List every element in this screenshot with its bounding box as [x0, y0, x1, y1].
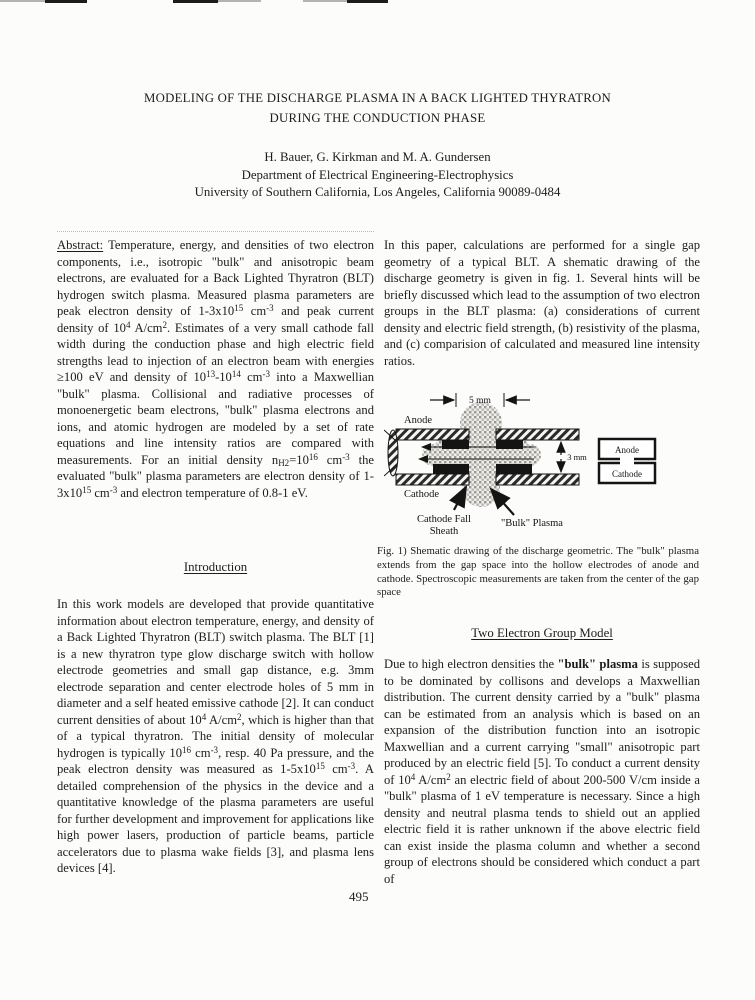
scan-artifact: [173, 0, 218, 3]
figure-caption: Fig. 1) Shematic drawing of the discharge geometric. The "bulk" plasma extends from the gap space into the hollow electrodes of anode and cathode. Spectroscopic measurements are taken from the center of the gap space: [377, 545, 699, 599]
cathode-fall-label-line2: Sheath: [429, 526, 459, 537]
department: Department of Electrical Engineering-Electrophysics: [241, 167, 514, 182]
author-block: [0, 149, 755, 202]
abstract-label: Abstract:: [57, 238, 104, 252]
scan-artifact: [347, 0, 388, 3]
scan-artifact: [0, 0, 45, 2]
inset-gap-notch: [620, 455, 634, 467]
scan-artifact: [45, 0, 87, 3]
paper-title-line2: DURING THE CONDUCTION PHASE: [269, 111, 486, 125]
introduction-paragraph: In this work models are developed that provide quantitative information about electron temperature, energy, and density of a Back Lighted Thyratron (BLT) switch plasma. The BLT [1] is a new thyratron type glow discharge switch with hollow electrode geometries and small gap distance, e.g. 3mm electrode separation and center electrode holes of 5 mm in diameter and a self heated emissive cathode [2]. It can conduct current densities of about $10^4$ $A/cm^2$, which is higher than that of a typical thyratron. The initial density of molecular hydrogen is typically $10^{16}$ $cm^{-3}$, resp. 40 Pa pressure, and the peak electron density was measured as $1-5x10^{15}$ $cm^{-3}$. A detailed comprehension of the physics in the device and a quantitative knowledge of the plasma parameters are useful for further development and improvement for applications like high power lasers, production of particle beams, particle accelerators due to plasma wake fields [3], and plasma lens devices [4].: [57, 597, 375, 875]
bulk-plasma-label: "Bulk" Plasma: [501, 518, 563, 529]
cathode-label: Cathode: [404, 489, 439, 500]
cathode-bar-left: [396, 474, 469, 485]
abstract-text: Temperature, energy, and densities of two electron components, i.e., isotropic "bulk" and anisotropic beam electrons, are evaluated for a Back Lighted Thyratron (BLT) hydrogen switch plasma. Measured plasma parameters are peak electron density of $1-3x10^{15}$ $cm^{-3}$ and peak current density of $10^4$ $A/cm^2$. Estimates of a very small cathode fall width during the conduction phase and high electric field strengths lead to injection of an electron beam with energies ≥100 eV and density of $10^{13}-10^{14}$ $cm^{-3}$ into a Maxwellian "bulk" plasma. Collisional and radiative processes of monoenergetic beam electrons, "bulk" plasma electrons and ions, and atomic hydrogen are modeled by a set of rate equations and line intensity ratios are compared with measurements. For an initial density $n_{H2}=10^{16}$ $cm^{-3}$ the evaluated "bulk" plasma parameters are electron density of $1-3x10^{15}$ $cm^{-3}$ and electron temperature of 0.8-1 eV.: [57, 238, 375, 500]
lens-icon: [388, 430, 398, 476]
authors: H. Bauer, G. Kirkman and M. A. Gundersen: [264, 150, 491, 164]
anode-insert-left: [442, 440, 469, 449]
anode-insert-right: [496, 440, 523, 449]
dim-3mm-label: 3 mm: [567, 452, 587, 462]
anode-bar-left: [396, 429, 469, 440]
bulk-plasma-arrow: [491, 489, 514, 515]
rc-intro-paragraph: In this paper, calculations are performed for a single gap geometry of a typical BLT. A shematic drawing of the discharge geometry is given in fig. 1. Several hints will be briefly discussed which lead to the assumption of two electron groups in the BLT plasma: (a) considerations of current density and electric field strength, (b) resistivity of the plasma, and (c) comparision of calculated and measured line intensity ratios.: [384, 238, 700, 368]
paper-title: [0, 88, 755, 128]
cathode-bar-right: [496, 474, 579, 485]
cathode-fall-arrow: [454, 487, 466, 510]
bulk-plasma-region: [422, 402, 541, 507]
abstract-paragraph: [57, 237, 374, 501]
university: University of Southern California, Los Angeles, California 90089-0484: [194, 185, 561, 199]
cathode-fall-label-line1: Cathode Fall: [417, 514, 471, 525]
electrode-inset: [599, 439, 655, 483]
abstract-rule: [57, 231, 374, 232]
paper-title-line1: MODELING OF THE DISCHARGE PLASMA IN A BACK LIGHTED THYRATRON: [143, 91, 612, 105]
scan-artifact: [218, 0, 261, 2]
dim-5mm-label: 5 mm: [469, 396, 491, 406]
inset-cathode-label: Cathode: [612, 469, 642, 479]
scan-artifact: [303, 0, 347, 2]
anode-bar-right: [496, 429, 579, 440]
model-heading: Two Electron Group Model: [471, 626, 613, 640]
introduction-heading: Introduction: [183, 560, 248, 574]
cathode-insert-right: [496, 464, 532, 474]
page-number: 495: [349, 889, 369, 904]
cathode-insert-left: [433, 464, 469, 474]
model-paragraph: Due to high electron densities the "bulk" plasma is supposed to be dominated by collisons and develops a Maxwellian distribution. The current density carried by a "bulk" plasma can be estimated from an analysis which is based on an expansion of the distribution function into an isotropic Maxwellian and a current carrying "small" anisotropic part produced by an electric field [5]. To conduct a current density of $10^4$ $A/cm^2$ an electric field of about 200-500 V/cm inside a "bulk" plasma of 1 eV temperature is necessary. Since a high density and neutral plasma tends to shield out an applied electric field it is rather unknown if the above electric field can exist inside the plasma column and whether a second group of electrons should be considered which conduct a part of: [384, 657, 701, 886]
discharge-schematic-figure: [384, 391, 700, 541]
inset-anode-label: Anode: [615, 445, 639, 455]
anode-label: Anode: [404, 415, 432, 426]
